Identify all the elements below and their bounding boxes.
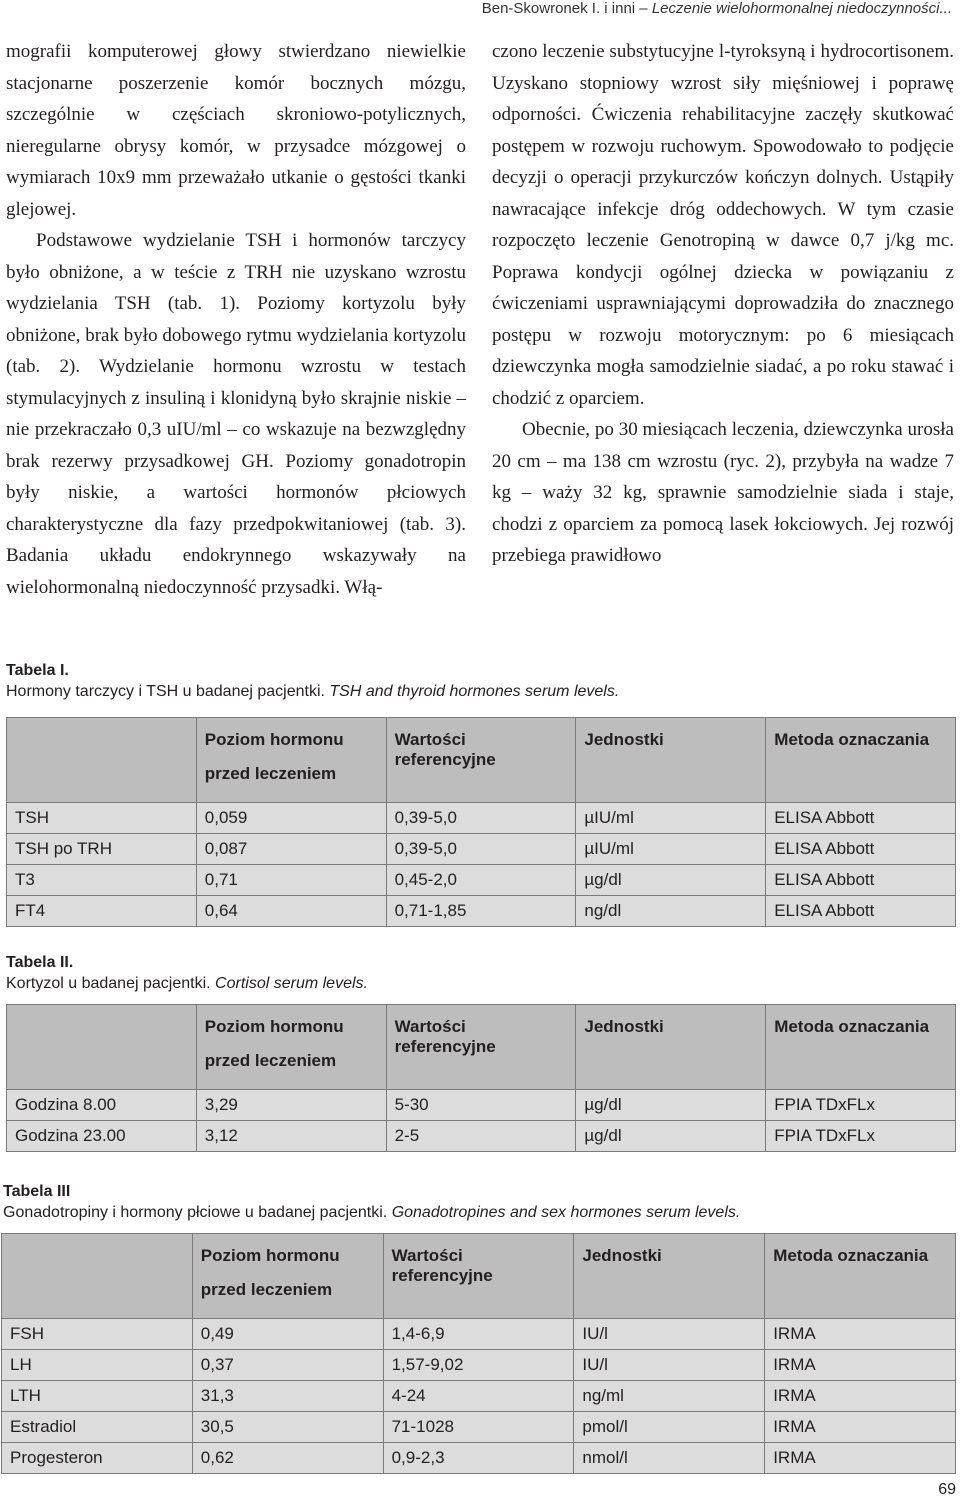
table-cell: 0,39-5,0 [386, 803, 576, 834]
table-row [7, 1121, 956, 1152]
table-number: Tabela II. [6, 954, 74, 971]
caption-en: Gonadotropines and sex hormones serum levels. [391, 1204, 741, 1221]
table-cell: Estradiol [2, 1412, 193, 1443]
caption-pl: Hormony tarczycy i TSH u badanej pacjentki. [6, 683, 325, 700]
right-column [492, 36, 954, 572]
paragraph: czono leczenie substytucyjne l-tyroksyną i hydrocortisonem. Uzyskano stopniowy wzrost siły mięśniowej i poprawę odporności. Ćwiczenia rehabilitacyjne zaczęły skutkować postępem w rozwoju ruchowym. Spowodowało to podjęcie decyzji o operacji przykurczów kończyn dolnych. Ustąpiły nawracające infekcje dróg oddechowych. W tym czasie rozpoczęto leczenie Genotropiną w dawce 0,7 j/kg mc. Poprawa kondycji ogólnej dziecka w powiązaniu z ćwiczeniami usprawniającymi doprowadziła do znacznego postępu w rozwoju motorycznym: po 6 miesiącach dziewczynka mogła samodzielnie siadać, a po roku stawać i chodzić z oparciem. [492, 41, 954, 409]
table-row [7, 1090, 956, 1121]
running-head-authors: Ben-Skowronek I. i inni – [481, 0, 648, 17]
column-header [386, 718, 576, 803]
table-cell: ELISA Abbott [766, 803, 956, 834]
table-cell: 2-5 [386, 1121, 576, 1152]
caption-en: Cortisol serum levels. [215, 975, 368, 992]
column-header-label: Poziom hormonu [200, 1246, 340, 1265]
table-cell: 0,087 [196, 834, 386, 865]
table-cell: 0,64 [196, 896, 386, 927]
table-cell: pmol/l [574, 1412, 765, 1443]
table-cell: 0,37 [192, 1350, 383, 1381]
table-row [2, 1319, 956, 1350]
table-cell: 0,059 [196, 803, 386, 834]
table-cell: 31,3 [192, 1381, 383, 1412]
column-header [766, 1005, 956, 1090]
table-2-caption [6, 952, 368, 994]
table-cell: 0,71 [196, 865, 386, 896]
column-header-label: przed leczeniem [204, 764, 337, 783]
table-row [7, 803, 956, 834]
column-header [2, 1234, 193, 1319]
column-header [7, 718, 197, 803]
column-header [765, 1234, 956, 1319]
column-header [576, 1005, 766, 1090]
paragraph: Podstawowe wydzielanie TSH i hormonów tarczycy było obniżone, a w teście z TRH nie uzyskano wzrostu wydzielania TSH (tab. 1). Poziomy kortyzolu były obniżone, brak było dobowego rytmu wydzielania kortyzolu (tab. 2). Wydzielanie hormonu wzrostu w testach stymulacyjnych z insuliną i klonidyną było skrajnie niskie – nie przekraczało 0,3 uIU/ml – co wskazuje na bezwzględny brak rezerwy przysadkowej GH. Poziomy gonadotropin były niskie, a wartości hormonów płciowych charakterystyczne dla fazy przedpokwitaniowej (tab. 3). Badania układu endokrynnego wskazywały na wielohormonalną niedoczynność przysadki. Włą- [6, 230, 466, 598]
column-header [574, 1234, 765, 1319]
column-header [192, 1234, 383, 1319]
column-header-label: Wartości referencyjne [394, 1017, 496, 1056]
caption-pl: Gonadotropiny i hormony płciowe u badanej pacjentki. [3, 1204, 388, 1221]
table-row [2, 1443, 956, 1474]
table-cell: FPIA TDxFLx [766, 1121, 956, 1152]
column-header-label: przed leczeniem [204, 1051, 337, 1070]
table-number: Tabela III [3, 1183, 71, 1200]
column-header-label: Jednostki [584, 1017, 664, 1036]
table-cell: Godzina 23.00 [7, 1121, 197, 1152]
table-cell: 3,12 [196, 1121, 386, 1152]
table-cell: µg/dl [576, 865, 766, 896]
column-header [196, 1005, 386, 1090]
column-header-label: Wartości referencyjne [391, 1246, 493, 1285]
running-head [482, 0, 952, 17]
table-cell: TSH po TRH [7, 834, 197, 865]
table-cell: T3 [7, 865, 197, 896]
column-header-label: Metoda oznaczania [774, 1017, 930, 1036]
table-cell: Godzina 8.00 [7, 1090, 197, 1121]
column-header-label: Metoda oznaczania [773, 1246, 929, 1265]
table-row [2, 1350, 956, 1381]
column-header [766, 718, 956, 803]
table-cell: FPIA TDxFLx [766, 1090, 956, 1121]
table-cell: 0,39-5,0 [386, 834, 576, 865]
table-number: Tabela I. [6, 662, 69, 679]
caption-pl: Kortyzol u badanej pacjentki. [6, 975, 211, 992]
table-cell: FT4 [7, 896, 197, 927]
table-cell: 71-1028 [383, 1412, 574, 1443]
table-cell: IU/l [574, 1319, 765, 1350]
table-cell: LTH [2, 1381, 193, 1412]
table-cell: 0,45-2,0 [386, 865, 576, 896]
column-header [196, 718, 386, 803]
column-header [7, 1005, 197, 1090]
column-header-label: Poziom hormonu [204, 730, 344, 749]
table-row [2, 1381, 956, 1412]
table-header-row [7, 718, 956, 803]
column-header-label: Poziom hormonu [204, 1017, 344, 1036]
table-3 [1, 1233, 956, 1474]
table-1 [6, 717, 956, 927]
table-cell: IRMA [765, 1319, 956, 1350]
column-header [576, 718, 766, 803]
table-row [2, 1412, 956, 1443]
table-cell: ng/ml [574, 1381, 765, 1412]
table-3-caption [3, 1181, 740, 1223]
table-cell: FSH [2, 1319, 193, 1350]
table-cell: µIU/ml [576, 803, 766, 834]
page-number: 69 [938, 1481, 956, 1498]
table-cell: µIU/ml [576, 834, 766, 865]
table-row [7, 834, 956, 865]
table-cell: 3,29 [196, 1090, 386, 1121]
table-cell: µg/dl [576, 1090, 766, 1121]
table-header-row [7, 1005, 956, 1090]
table-cell: IRMA [765, 1381, 956, 1412]
column-header [383, 1234, 574, 1319]
table-row [7, 865, 956, 896]
paragraph: mografii komputerowej głowy stwierdzano niewielkie stacjonarne poszerzenie komór bocznych mózgu, szczególnie w częściach skroniowo-potylicznych, nieregularne obrysy komór, w przysadce mózgowej o wymiarach 10x9 mm przeważało utkanie o gęstości tkanki glejowej. [6, 41, 466, 220]
table-cell: 30,5 [192, 1412, 383, 1443]
table-cell: 4-24 [383, 1381, 574, 1412]
table-1-caption [6, 660, 619, 702]
table-cell: TSH [7, 803, 197, 834]
table-cell: 0,49 [192, 1319, 383, 1350]
table-cell: 0,9-2,3 [383, 1443, 574, 1474]
table-cell: Progesteron [2, 1443, 193, 1474]
table-cell: IU/l [574, 1350, 765, 1381]
paragraph: Obecnie, po 30 miesiącach leczenia, dziewczynka urosła 20 cm – ma 138 cm wzrostu (ryc. 2), przybyła na wadze 7 kg – waży 32 kg, sprawnie samodzielnie siada i staje, chodzi z oparciem za pomocą lasek łokciowych. Jej rozwój przebiega prawidłowo [492, 419, 954, 566]
running-head-title: Leczenie wielohormonalnej niedoczynności... [651, 0, 952, 17]
table-cell: nmol/l [574, 1443, 765, 1474]
table-cell: 1,4-6,9 [383, 1319, 574, 1350]
column-header-label: Jednostki [584, 730, 664, 749]
caption-en: TSH and thyroid hormones serum levels. [329, 683, 620, 700]
table-cell: ng/dl [576, 896, 766, 927]
table-cell: 0,71-1,85 [386, 896, 576, 927]
column-header [386, 1005, 576, 1090]
table-cell: IRMA [765, 1350, 956, 1381]
column-header-label: Jednostki [582, 1246, 662, 1265]
table-cell: µg/dl [576, 1121, 766, 1152]
column-header-label: przed leczeniem [200, 1280, 333, 1299]
table-cell: 5-30 [386, 1090, 576, 1121]
table-2 [6, 1004, 956, 1152]
table-cell: 0,62 [192, 1443, 383, 1474]
left-column [6, 36, 466, 603]
table-cell: 1,57-9,02 [383, 1350, 574, 1381]
column-header-label: Wartości referencyjne [394, 730, 496, 769]
table-cell: IRMA [765, 1443, 956, 1474]
table-header-row [2, 1234, 956, 1319]
table-cell: ELISA Abbott [766, 834, 956, 865]
table-cell: IRMA [765, 1412, 956, 1443]
table-cell: LH [2, 1350, 193, 1381]
table-cell: ELISA Abbott [766, 865, 956, 896]
table-row [7, 896, 956, 927]
column-header-label: Metoda oznaczania [774, 730, 930, 749]
table-cell: ELISA Abbott [766, 896, 956, 927]
